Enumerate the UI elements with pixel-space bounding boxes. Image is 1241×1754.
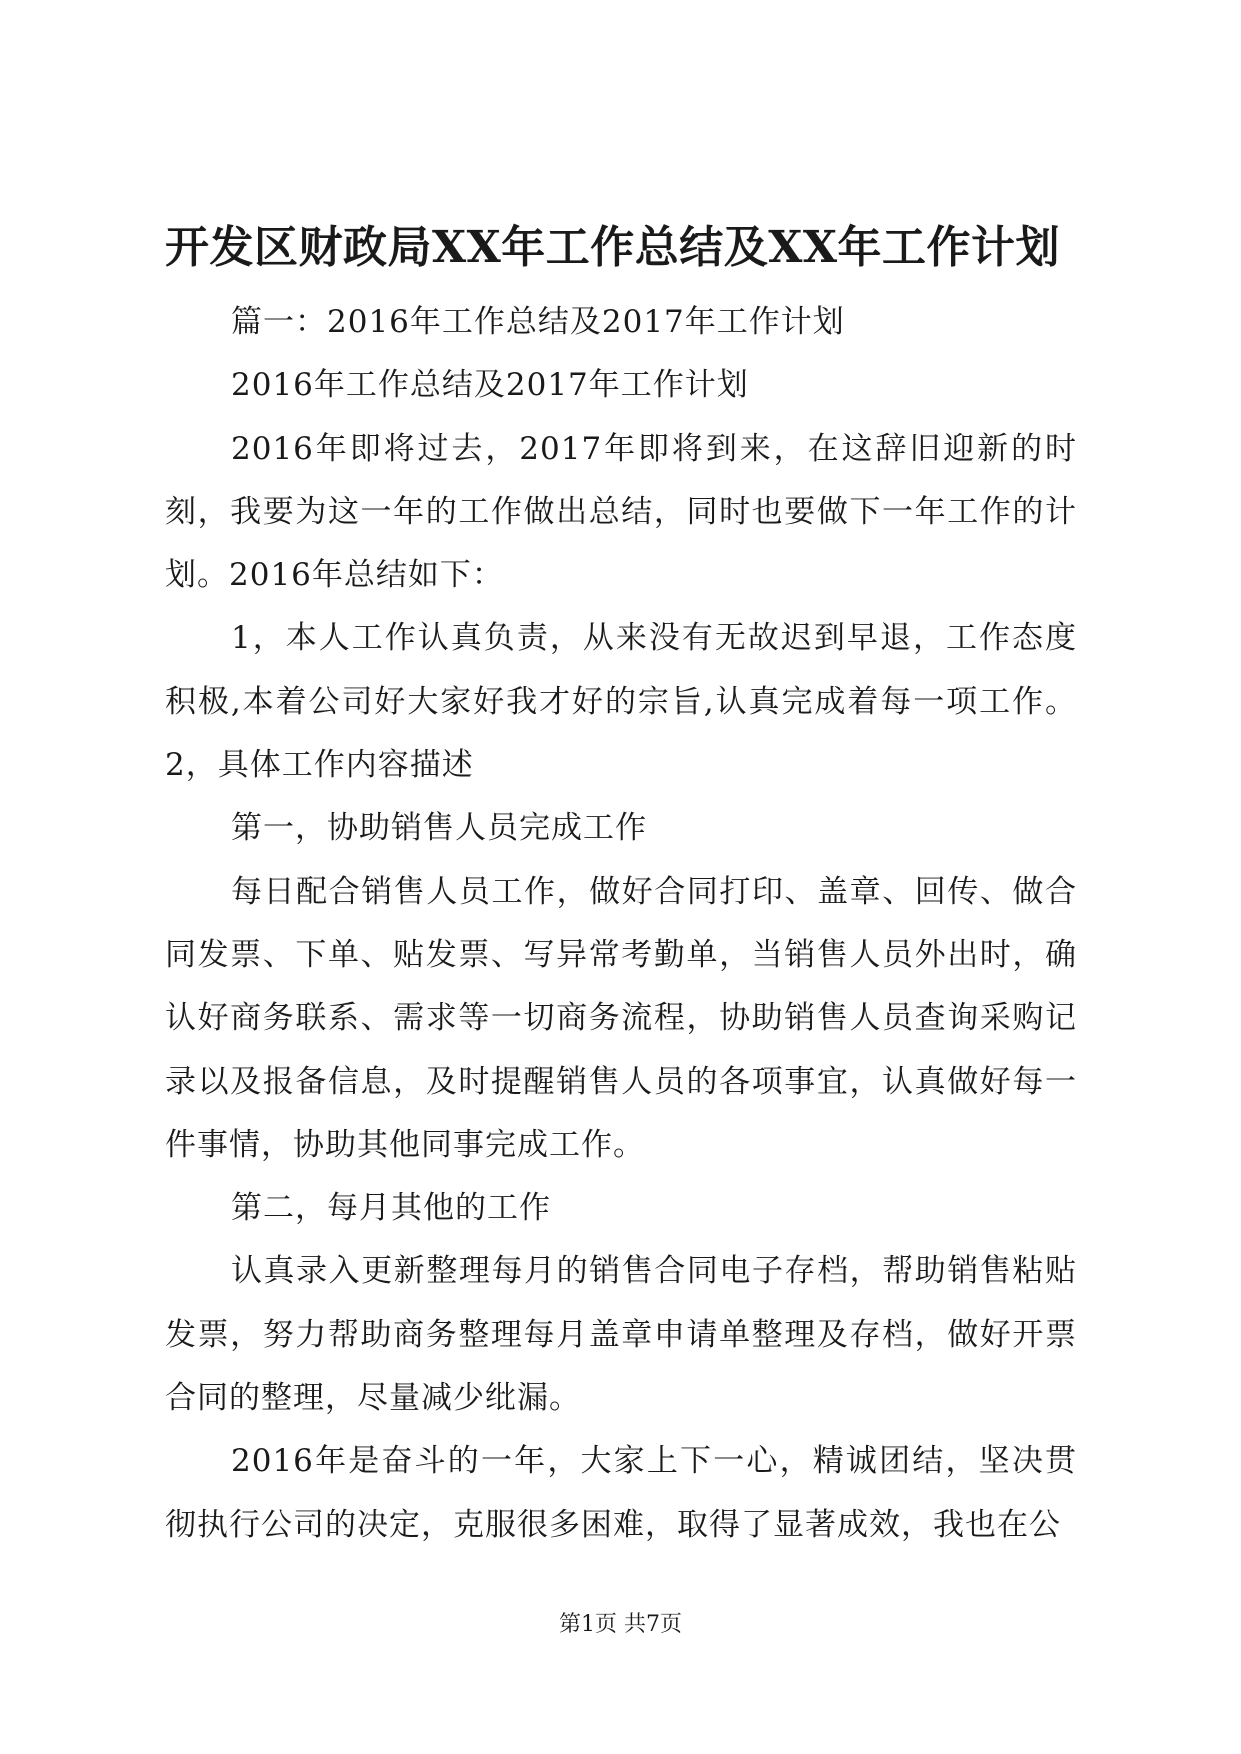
paragraph: 2016年是奋斗的一年，大家上下一心，精诚团结，坚决贯彻执行公司的决定，克服很多困难，取得了显著成效，我也在公 xyxy=(165,1443,1077,1543)
paragraph: 2016年即将过去，2017年即将到来，在这辞旧迎新的时刻，我要为这一年的工作做出总结，同时也要做下一年工作的计划。2016年总结如下： xyxy=(165,430,1077,594)
paragraph: 篇一：2016年工作总结及2017年工作计划 xyxy=(231,304,845,340)
paragraph: 认真录入更新整理每月的销售合同电子存档，帮助销售粘贴发票，努力帮助商务整理每月盖章申请单整理及存档，做好开票合同的整理，尽量减少纰漏。 xyxy=(165,1253,1077,1417)
paragraph: 2016年工作总结及2017年工作计划 xyxy=(231,367,749,404)
paragraph: 第一，协助销售人员完成工作 xyxy=(231,810,647,847)
paragraph: 每日配合销售人员工作，做好合同打印、盖章、回传、做合同发票、下单、贴发票、写异常考勤单，当销售人员外出时，确认好商务联系、需求等一切商务流程，协助销售人员查询采购记录以及报备信息，及时提醒销售人员的各项事宜，认真做好每一件事情，协助其他同事完成工作。 xyxy=(165,873,1077,1163)
page-footer: 第1页 共7页 xyxy=(559,1612,682,1637)
paragraph: 第二，每月其他的工作 xyxy=(231,1190,551,1227)
paragraph: 1，本人工作认真负责，从来没有无故迟到早退，工作态度积极,本着公司好大家好我才好的宗旨,认真完成着每一项工作。2，具体工作内容描述 xyxy=(165,620,1077,784)
document-title: 开发区财政局XX年工作总结及XX年工作计划 xyxy=(165,222,1061,273)
document-body xyxy=(165,291,1077,1557)
